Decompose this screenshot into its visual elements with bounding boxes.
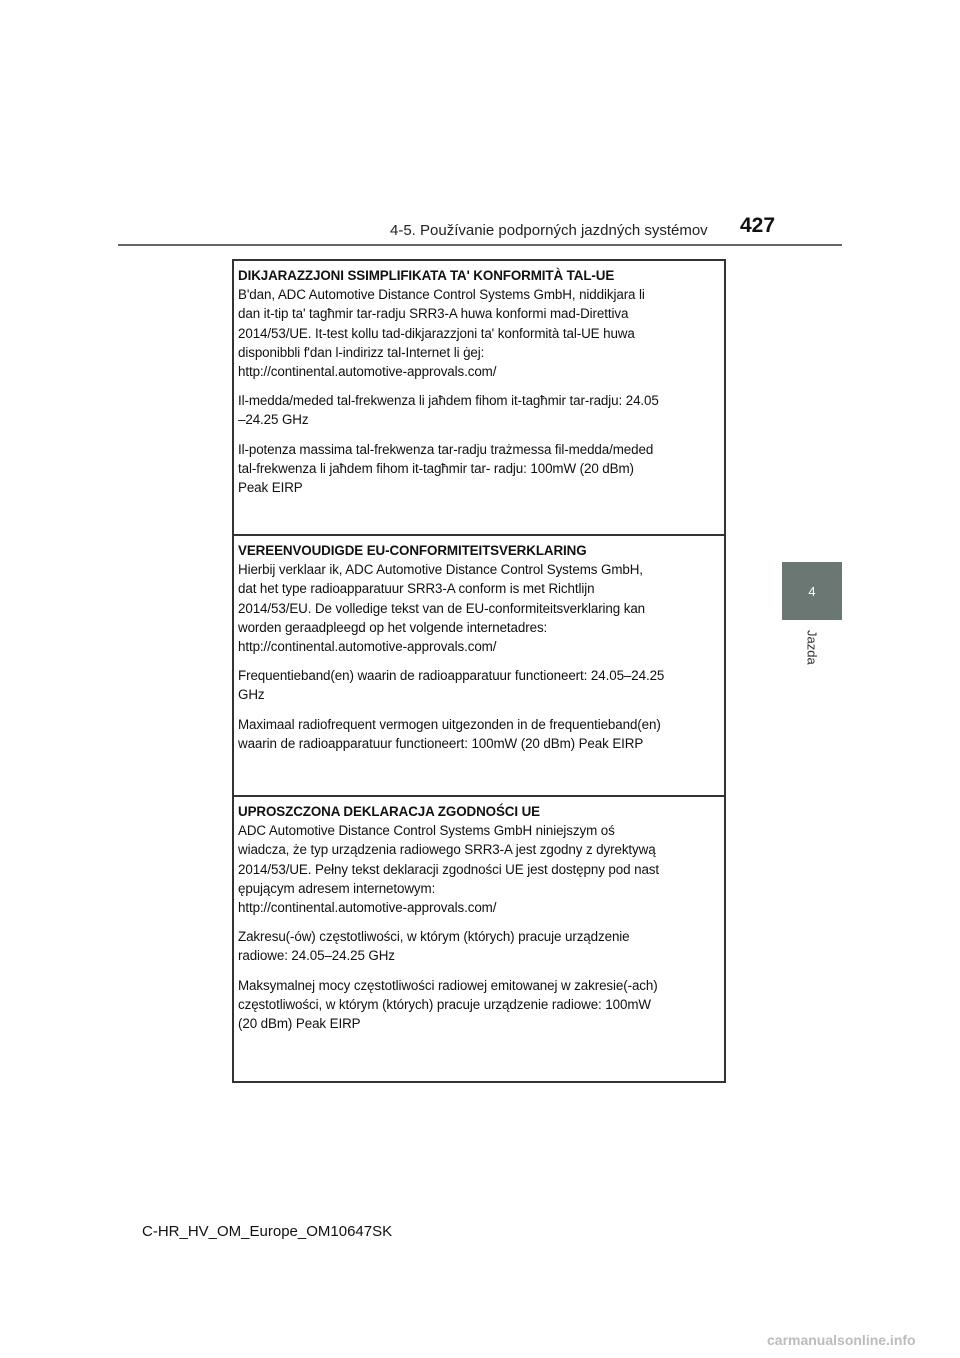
declaration-text-line: Maximaal radiofrequent vermogen uitgezonden in de frequentieband(en): [238, 716, 661, 732]
declaration-text-line: dan it-tip ta' tagħmir tar-radju SRR3-A huwa konformi mad-Direttiva: [238, 306, 629, 322]
declaration-text-line: Il-medda/meded tal-frekwenza li jaħdem fihom it-tagħmir tar-radju: 24.05: [238, 393, 659, 409]
declaration-text-line: Maksymalnej mocy częstotliwości radiowej emitowanej w zakresie(-ach): [238, 977, 658, 993]
declaration-text-line: Hierbij verklaar ik, ADC Automotive Distance Control Systems GmbH,: [238, 562, 643, 578]
declaration-text-line: tal-frekwenza li jaħdem fihom it-tagħmir tar- radju: 100mW (20 dBm): [238, 460, 634, 476]
declaration-text-line: wiadcza, że typ urządzenia radiowego SRR3-A jest zgodny z dyrektywą: [238, 842, 656, 858]
section-title: 4-5. Používanie podporných jazdných systémov: [390, 222, 708, 239]
paragraph-gap: [238, 381, 720, 391]
chapter-tab: [782, 562, 842, 620]
paragraph-gap: [238, 917, 720, 927]
paragraph-gap: [238, 656, 720, 666]
declaration-text-line: ępującym adresem internetowym:: [238, 880, 436, 896]
declaration-text-line: Peak EIRP: [238, 480, 303, 496]
declaration-text-line: –24.25 GHz: [238, 412, 309, 428]
header-divider: [118, 244, 842, 246]
declaration-text-line: (20 dBm) Peak EIRP: [238, 1016, 361, 1032]
declaration-title: VEREENVOUDIGDE EU-CONFORMITEITSVERKLARING: [238, 543, 587, 558]
declaration-text-line: disponibbli f'dan l-indirizz tal-Internet li ġej:: [238, 344, 485, 360]
declaration-text-line: http://continental.automotive-approvals.com/: [238, 639, 497, 655]
page-number: 427: [740, 214, 776, 237]
declaration-text-line: 2014/53/UE. Pełny tekst deklaracji zgodności UE jest dostępny pod nast: [238, 861, 660, 877]
declaration-text-line: waarin de radioapparatuur functioneert: 100mW (20 dBm) Peak EIRP: [238, 735, 644, 751]
declaration-text-line: http://continental.automotive-approvals.com/: [238, 900, 497, 916]
declaration-text-line: Zakresu(-ów) częstotliwości, w którym (których) pracuje urządzenie: [238, 929, 630, 945]
declaration-block-polish: [234, 795, 724, 1083]
declaration-text-line: dat het type radioapparatuur SRR3-A conform is met Richtlijn: [238, 581, 595, 597]
declaration-text-line: radiowe: 24.05–24.25 GHz: [238, 948, 395, 964]
declaration-text-line: Frequentieband(en) waarin de radioapparatuur functioneert: 24.05–24.25: [238, 668, 665, 684]
paragraph-gap: [238, 705, 720, 715]
declaration-title: DIKJARAZZJONI SSIMPLIFIKATA TA' KONFORMITÀ TAL-UE: [238, 268, 615, 283]
declaration-text-line: ADC Automotive Distance Control Systems GmbH niniejszym oś: [238, 823, 615, 839]
declaration-block-maltese: [234, 259, 724, 534]
declaration-block-dutch: [234, 534, 724, 795]
declaration-text-line: worden geraadpleegd op het volgende internetadres:: [238, 619, 548, 635]
declaration-title: UPROSZCZONA DEKLARACJA ZGODNOŚCI UE: [238, 804, 541, 819]
declaration-text-line: 2014/53/EU. De volledige tekst van de EU-conformiteitsverklaring kan: [238, 600, 646, 616]
declaration-text-line: B'dan, ADC Automotive Distance Control Systems GmbH, niddikjara li: [238, 287, 645, 303]
declaration-text-line: 2014/53/UE. It-test kollu tad-dikjarazzjoni ta' konformità tal-UE huwa: [238, 325, 635, 341]
watermark: carmanualsonline.info: [767, 1332, 916, 1348]
document-id: C-HR_HV_OM_Europe_OM10647SK: [142, 1223, 393, 1240]
chapter-number: 4: [808, 583, 816, 599]
declaration-text-line: Il-potenza massima tal-frekwenza tar-radju trażmessa fil-medda/meded: [238, 441, 654, 457]
paragraph-gap: [238, 966, 720, 976]
declaration-text-line: GHz: [238, 687, 265, 703]
paragraph-gap: [238, 430, 720, 440]
chapter-label: Jazda: [804, 630, 820, 665]
declaration-text-line: http://continental.automotive-approvals.com/: [238, 364, 497, 380]
declaration-text-line: częstotliwości, w którym (których) pracuje urządzenie radiowe: 100mW: [238, 996, 651, 1012]
declaration-scan: [232, 259, 726, 1083]
